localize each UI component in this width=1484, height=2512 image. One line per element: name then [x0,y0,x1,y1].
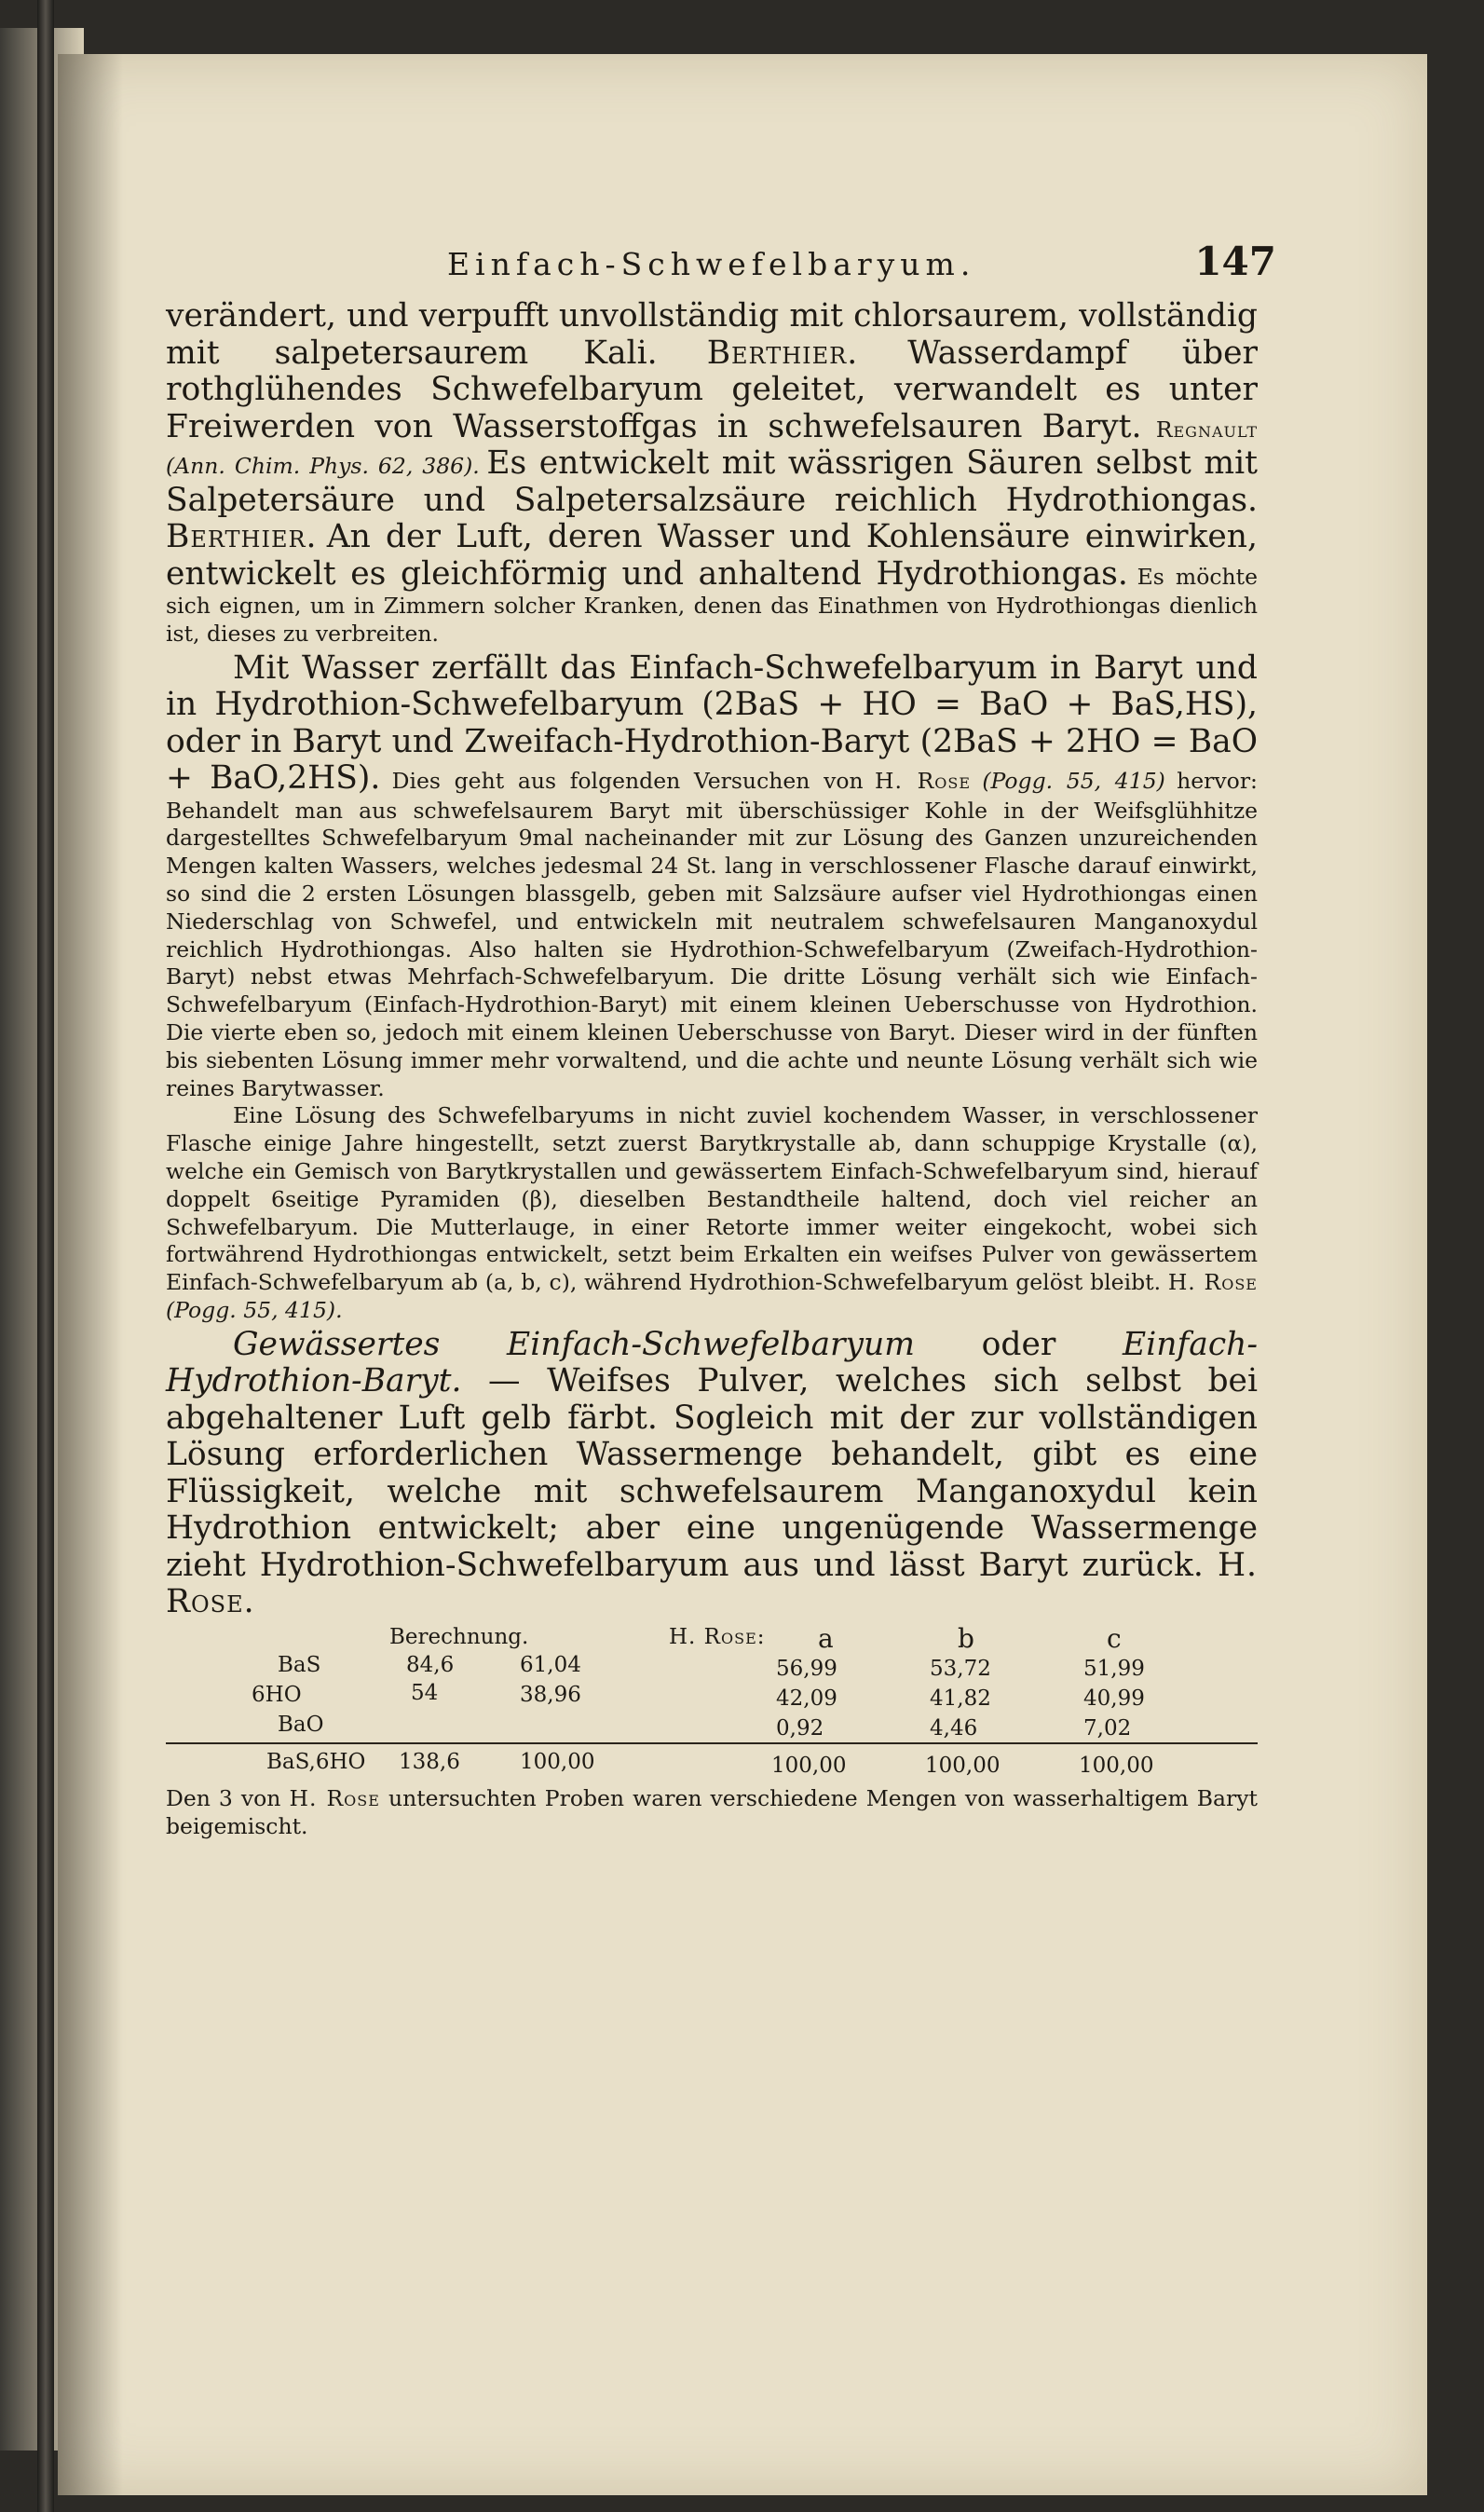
calc-mass: 54 [411,1680,439,1705]
experiment-text: hervor: Behandelt man aus schwefelsaurem Baryt mit überschüssiger Kohle in der Weifsglühhitze dargestelltes Schwefelbaryum 9mal nacheinander mit zur Lösung des Ganzen unzureichenden Mengen kalten Wassers, welches jedesmal 24 St. lang in verschlossener Flasche darauf einwirkt, so sind die 2 ersten Lösungen blassgelb, geben mit Salzsäure aufser viel Hydrothiongas einen Niederschlag von Schwefel, und entwickeln mit neutralem schwefelsauren Manganoxydul reichlich Hydrothiongas. Also halten sie Hydrothion-Schwefelbaryum (Zweifach-Hydrothion-Baryt) nebst etwas Mehrfach-Schwefelbaryum. Die dritte Lösung verhält sich wie Einfach-Schwefelbaryum (Einfach-Hydrothion-Baryt) mit einem kleinen Ueberschusse von Hydrothion. Die vierte eben so, jedoch mit einem kleinen Ueberschusse von Baryt. Dieser wird in der fünften bis siebenten Lösung immer mehr vorwaltend, und die achte und neunte Lösung verhält sich wie reines Barytwasser. [166,768,1258,1101]
author-citation: H. Rose [289,1784,380,1811]
running-head: Einfach-Schwefelbaryum. [447,246,976,282]
value-b: 4,46 [930,1715,978,1741]
title-connector: oder [981,1325,1056,1363]
table-header-calc: Berechnung. [389,1624,529,1649]
water-text: Mit Wasser zerfällt das Einfach-Schwefelbaryum in Baryt und in Hydrothion-Schwefelbaryum (2BaS + HO = BaO + BaS,HS), oder in Baryt und Zweifach-Hydrothion-Baryt (2BaS + 2HO = BaO + BaO,2HS). [166,648,1258,798]
value-a: 0,92 [776,1715,824,1741]
value-c: 51,99 [1083,1656,1145,1681]
value-b: 53,72 [930,1656,991,1681]
calc-percent: 38,96 [520,1682,581,1707]
calc-percent: 61,04 [520,1652,581,1677]
value-a: 56,99 [776,1656,837,1681]
table-header-rose: H. Rose: [669,1624,766,1649]
paragraph-hydrated [166,1327,1258,1621]
reaction-text: verändert, und verpufft unvollständig mit chlorsaurem, vollständig mit salpetersaurem Kali. [166,297,1258,372]
row-label: BaS [278,1652,321,1677]
section-title: Gewässertes Einfach-Schwefelbaryum [233,1325,915,1363]
page-body [166,298,1258,1840]
footnote-remark: Es möchte sich eignen, um in Zimmern solcher Kranken, denen das Einathmen von Hydrothiongas dienlich ist, dieses zu verbreiten. [166,563,1258,647]
author-citation: Regnault [1155,416,1258,443]
column-head-c: c [1107,1622,1122,1654]
table-footnote [166,1785,1258,1841]
calc-mass: 84,6 [406,1652,455,1677]
row-label: BaO [278,1712,324,1737]
author-citation: Berthier. [166,518,318,555]
reaction-text: Es entwickelt mit wässrigen Säuren selbst mit Salpetersäure und Salpetersalzsäure reichlich Hydrothiongas. [166,444,1258,519]
hydrated-text: — Weifses Pulver, welches sich selbst bei abgehaltener Luft gelb färbt. Sogleich mit der zur vollständigen Lösung erforderlichen Wassermenge behandelt, gibt es eine Flüssigkeit, welche mit schwefelsaurem Manganoxydul kein Hydrothion entwickelt; aber eine ungenügende Wassermenge zieht Hydrothion-Schwefelbaryum aus und lässt Baryt zurück. [166,1362,1259,1584]
composition-table [166,1622,1258,1785]
gutter-shadow [58,54,123,2495]
total-percent: 100,00 [520,1749,595,1774]
journal-reference: (Pogg. 55, 415). [166,1296,343,1323]
journal-reference: (Pogg. 55, 415) [982,768,1165,795]
page-header [168,239,1276,285]
value-a: 42,09 [776,1686,837,1711]
journal-reference: (Ann. Chim. Phys. 62, 386). [166,453,480,479]
sum-rule [166,1742,1258,1744]
experiment-text: Dies geht aus folgenden Versuchen von [391,768,864,795]
author-citation: H. Rose [874,768,972,795]
reaction-text: An der Luft, deren Wasser und Kohlensäure einwirken, entwickelt es gleichförmig und anhaltend Hydrothiongas. [166,518,1258,593]
footnote-text: Den 3 von [166,1784,281,1811]
author-citation: H. Rose. [166,1546,1259,1621]
column-head-b: b [958,1622,974,1654]
book-binding [37,0,54,2512]
total-a: 100,00 [771,1753,847,1778]
reaction-text: Wasserdampf über rothglühendes Schwefelbaryum geleitet, verwandelt es unter Freiwerden von Wasserstoffgas in schwefelsauren Baryt. [166,334,1259,445]
section-title: Einfach-Hydrothion-Baryt. [166,1325,1259,1400]
paragraph-water [166,650,1258,1103]
total-b: 100,00 [925,1753,1001,1778]
author-citation: H. Rose [1167,1269,1258,1296]
page-number: 147 [1194,239,1276,284]
solution-text: Eine Lösung des Schwefelbaryums in nicht zuviel kochendem Wasser, in verschlossener Flasche einige Jahre hingestellt, setzt zuerst Barytkrystalle ab, dann schuppige Krystalle (α), welche ein Gemisch von Barytkrystallen und gewässertem Einfach-Schwefelbaryum sind, hierauf doppelt 6seitige Pyramiden (β), dieselben Bestandtheile haltend, doch viel reicher an Schwefelbaryum. Die Mutterlauge, in einer Retorte immer weiter eingekocht, wobei sich fortwährend Hydrothiongas entwickelt, setzt beim Erkalten ein weifses Pulver von gewässertem Einfach-Schwefelbaryum ab (a, b, c), während Hydrothion-Schwefelbaryum gelöst bleibt. [166,1102,1258,1296]
value-c: 40,99 [1083,1686,1145,1711]
total-label: BaS,6HO [266,1749,366,1774]
column-head-a: a [818,1622,834,1654]
row-label: 6HO [252,1682,302,1707]
total-mass: 138,6 [399,1749,460,1774]
value-c: 7,02 [1083,1715,1132,1741]
value-b: 41,82 [930,1686,991,1711]
paragraph-solution [166,1102,1258,1324]
footnote-text: untersuchten Proben waren verschiedene Mengen von wasserhaltigem Baryt beigemischt. [166,1784,1258,1839]
paragraph-reactions [166,298,1258,648]
total-c: 100,00 [1079,1753,1154,1778]
author-citation: Berthier. [706,334,859,372]
